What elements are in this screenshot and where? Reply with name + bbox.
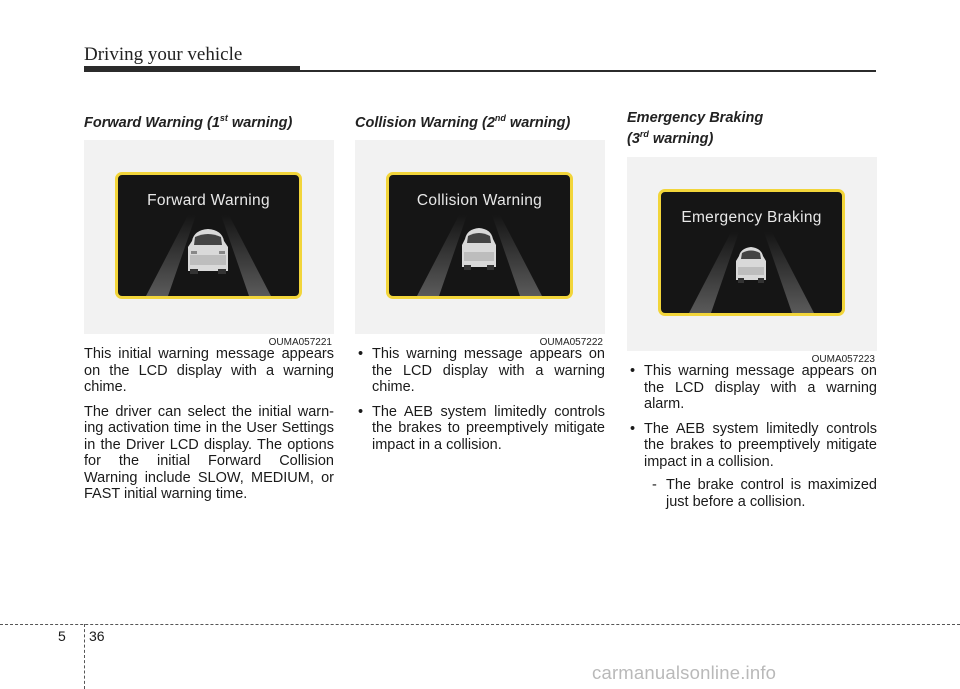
section-title [355, 110, 605, 130]
list-item: • The AEB system limitedly controls the brakes to preemptively mitigate impact in a collision. [355, 404, 605, 454]
lcd-display [115, 172, 302, 299]
list-item: • This warning message appears on the LCD display with a warning chime. [355, 346, 605, 396]
figure [355, 140, 605, 348]
section-title-sup: rd [639, 129, 649, 139]
car-icon [736, 247, 766, 283]
lcd-message: Collision Warning [416, 192, 543, 209]
header-rule-thin [300, 70, 876, 72]
sub-list-item: - The brake control is maximized just before a collision. [644, 477, 877, 510]
lcd-display [658, 189, 845, 316]
section-title [627, 110, 877, 148]
lcd-display [386, 172, 573, 299]
lane-line-right [492, 215, 542, 296]
watermark: carmanualsonline.info [592, 662, 777, 683]
section-title-sup: nd [494, 113, 506, 123]
lane-line-right [221, 215, 271, 296]
section-title-sup: st [219, 113, 228, 123]
lane-line-left [417, 215, 467, 296]
list-item-text: The AEB system limitedly controls the brakes to preemptively mitigate impact in a collision. [644, 420, 877, 470]
figure-code: OUMA057221 [268, 337, 332, 348]
page-number: 36 [89, 628, 105, 644]
section-title-text: (3 [627, 130, 640, 147]
lcd-message: Emergency Braking [681, 209, 822, 226]
paragraph: This initial warning message appears on the LCD display with a warning chime. [84, 346, 334, 395]
car-icon [188, 229, 228, 274]
section-title-end: warning) [227, 114, 293, 131]
section-emergency-braking [627, 110, 877, 518]
footer-rule [0, 624, 960, 625]
lane-line-right [764, 232, 814, 313]
bullet-list [627, 363, 877, 510]
section-title [84, 110, 334, 130]
car-icon [462, 228, 496, 270]
lcd-message: Forward Warning [147, 192, 270, 209]
section-title-line1: Emergency Braking [627, 110, 764, 126]
lane-line-left [689, 232, 739, 313]
chapter-number: 5 [58, 628, 66, 644]
header-rule-thick [84, 66, 300, 72]
section-title-text: Collision Warning (2 [355, 114, 495, 131]
figure-code: OUMA057223 [811, 354, 875, 365]
footer-vertical-rule [84, 624, 85, 689]
figure [627, 157, 877, 365]
sub-bullet-list [644, 477, 877, 510]
section-title-end: warning) [505, 114, 571, 131]
paragraph: The driver can select the initial warn-ing activation time in the User Settings in the Driver LCD display. The options for the initial Forward Collision Warning include SLOW, MEDIUM, or FAST initial warning time. [84, 403, 334, 502]
section-title-text: Forward Warning (1 [84, 114, 220, 131]
figure [84, 140, 334, 348]
list-item [627, 421, 877, 511]
figure-code: OUMA057222 [539, 337, 603, 348]
bullet-list [355, 346, 605, 453]
section-forward-warning [84, 110, 334, 503]
section-title-end: warning) [648, 130, 714, 147]
list-item: • This warning message appears on the LCD display with a warning alarm. [627, 363, 877, 413]
running-header: Driving your vehicle [84, 44, 243, 65]
section-collision-warning [355, 110, 605, 461]
